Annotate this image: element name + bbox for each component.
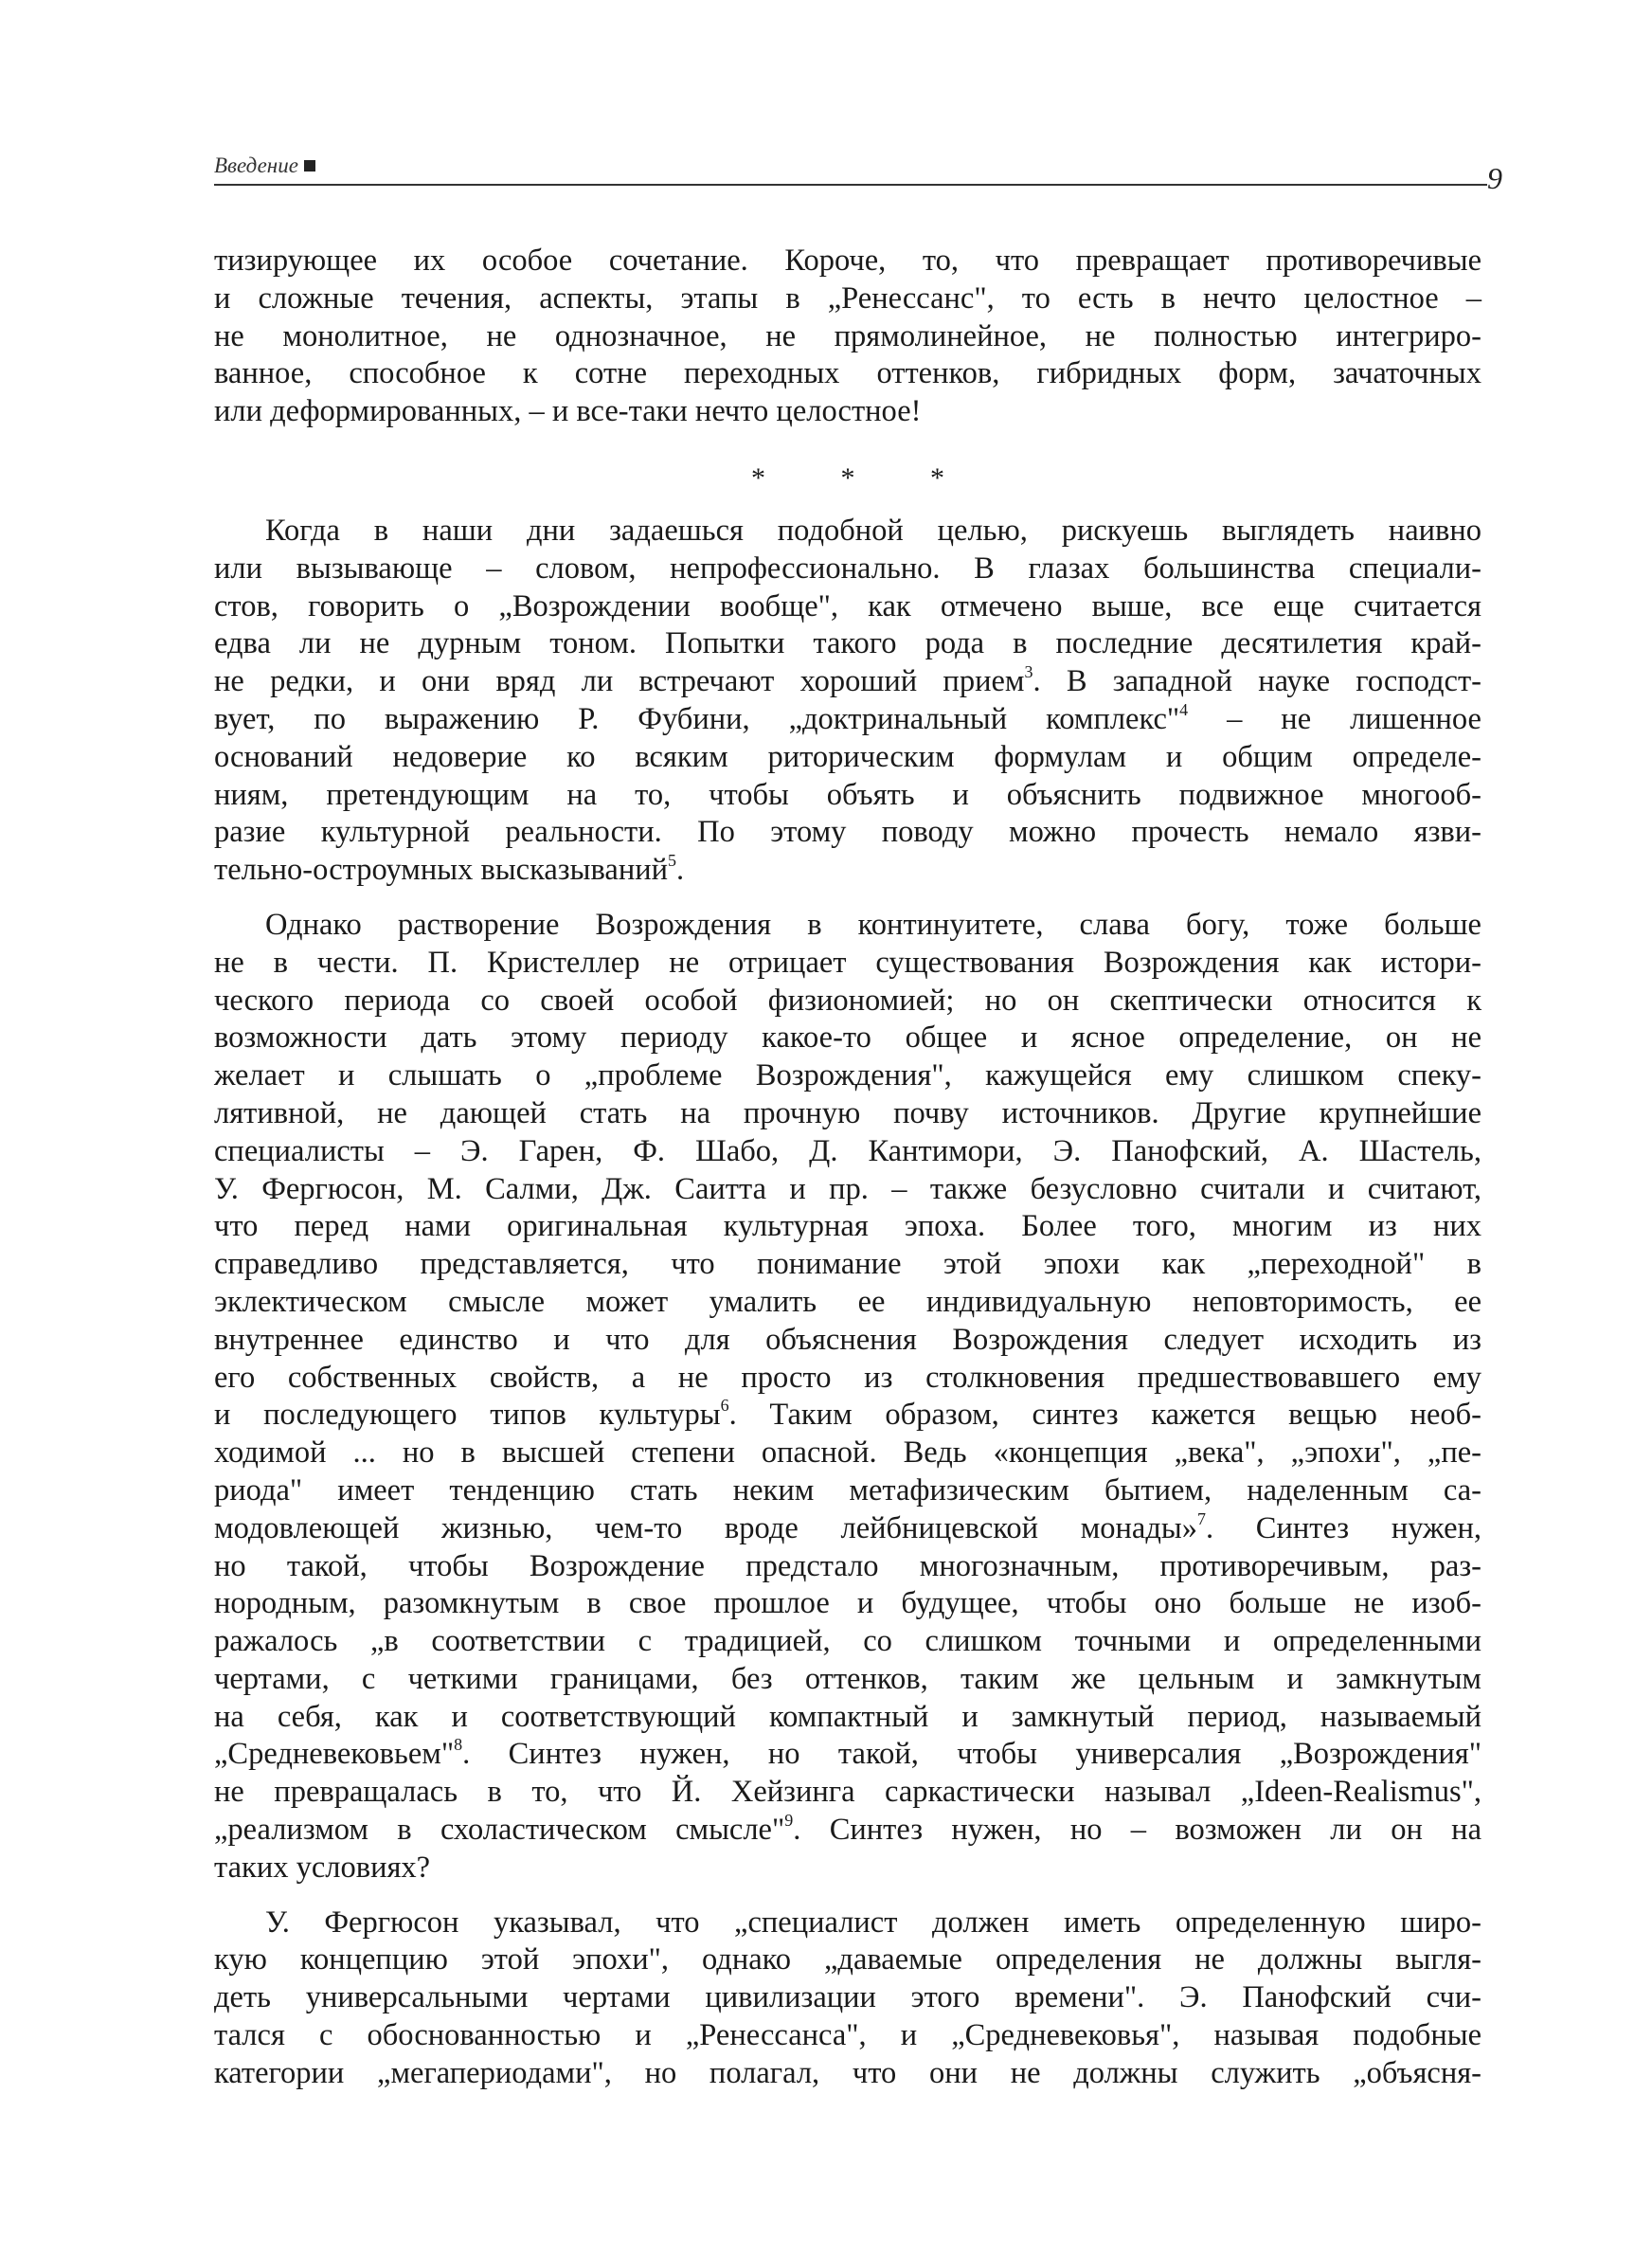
text-line	[214, 663, 1481, 701]
text-line: категории „мегапериодами", но полагал, что они не должны служить „объясня-	[214, 2055, 1481, 2090]
footnote-ref-4[interactable]: 4	[1179, 699, 1189, 719]
text-line: ческого периода со своей особой физиономией; но он скептически относится к	[214, 983, 1481, 1018]
text-line: или деформированных, – и все-таки нечто целостное!	[214, 394, 922, 429]
text-line: но такой, чтобы Возрождение предстало многозначным, противоречивым, раз-	[214, 1548, 1481, 1583]
text-line: лятивной, не дающей стать на прочную почву источников. Другие крупнейшие	[214, 1095, 1481, 1130]
text-line: или вызывающе – словом, непрофессионально. В глазах большинства специали-	[214, 551, 1481, 586]
text-fragment: не редки, и они вряд ли встречают хороший прием	[214, 664, 1025, 699]
text-line: У. Фергюсон указывал, что „специалист должен иметь определенную широ-	[265, 1905, 1481, 1940]
text-line: внутреннее единство и что для объяснения Возрождения следует исходить из	[214, 1322, 1481, 1357]
footnote-ref-9[interactable]: 9	[784, 1811, 794, 1831]
text-line	[214, 1510, 1481, 1548]
running-header	[214, 148, 1481, 195]
paragraph-2	[214, 513, 1481, 890]
text-fragment: вует, по выражению Р. Фубини, „доктринальный комплекс"	[214, 701, 1180, 736]
header-rule	[214, 184, 1487, 186]
text-line: тизирующее их особое сочетание. Короче, то, что превращает противоречивые	[214, 244, 1481, 278]
text-fragment: . В западной науке господст-	[1032, 664, 1481, 699]
text-fragment: . Синтез нужен, но такой, чтобы универсалия „Возрождения"	[462, 1737, 1481, 1772]
paragraph-1	[214, 243, 1481, 431]
section-break: * * *	[751, 461, 979, 494]
text-fragment: „Средневековьем"	[214, 1737, 455, 1772]
text-fragment: . Таким образом, синтез кажется вещью необ-	[728, 1398, 1481, 1433]
text-line: риода" имеет тенденцию стать неким метафизическим бытием, наделенным са-	[214, 1472, 1481, 1508]
footnote-ref-8[interactable]: 8	[454, 1735, 463, 1755]
text-line: тался с обоснованностью и „Ренессанса", и „Средневековья", называя подобные	[214, 2018, 1481, 2053]
text-line: нородным, разомкнутым в свое прошлое и будущее, чтобы оно больше не изоб-	[214, 1586, 1481, 1621]
paragraph-4	[214, 1905, 1481, 2093]
text-line	[214, 1736, 1481, 1774]
text-fragment: . Синтез нужен,	[1205, 1510, 1482, 1545]
text-line: не монолитное, не однозначное, не прямолинейное, не полностью интегриро-	[214, 318, 1481, 353]
text-line: ражалось „в соответствии с традицией, со слишком точными и определенными	[214, 1624, 1481, 1659]
text-line: оснований недоверие ко всяким риторическим формулам и общим определе-	[214, 739, 1481, 774]
text-line	[214, 701, 1481, 739]
text-line: эклектическом смысле может умалить ее индивидуальную неповторимость, ее	[214, 1284, 1481, 1319]
text-fragment: модовлеющей жизнью, чем-то вроде лейбницевской монады»	[214, 1510, 1197, 1545]
page-body	[214, 243, 1481, 2093]
text-fragment: .	[676, 853, 685, 888]
text-line: таких условиях?	[214, 1850, 431, 1885]
header-square-mark	[304, 160, 315, 172]
text-line: чертами, с четкими границами, без оттенков, таким же цельным и замкнутым	[214, 1661, 1481, 1696]
page-number: 9	[1487, 161, 1502, 195]
text-line	[214, 1812, 1481, 1850]
text-fragment: – не лишенное	[1188, 701, 1481, 736]
text-line: на себя, как и соответствующий компактный и замкнутый период, называемый	[214, 1699, 1481, 1734]
text-line	[214, 1397, 1481, 1435]
text-line: желает и слышать о „проблеме Возрождения", кажущейся ему слишком спеку-	[214, 1058, 1481, 1093]
footnote-ref-3[interactable]: 3	[1024, 662, 1033, 682]
text-fragment: тельно-остроумных высказываний	[214, 853, 668, 888]
text-line: разие культурной реальности. По этому поводу можно прочесть немало язви-	[214, 815, 1481, 850]
text-line: специалисты – Э. Гарен, Ф. Шабо, Д. Кантимори, Э. Панофский, А. Шастель,	[214, 1133, 1481, 1168]
text-line: едва ли не дурным тоном. Попытки такого рода в последние десятилетия край-	[214, 626, 1481, 661]
text-fragment: и последующего типов культуры	[214, 1398, 721, 1433]
text-line: ходимой ... но в высшей степени опасной. Ведь «концепция „века", „эпохи", „пе-	[214, 1435, 1481, 1471]
text-line	[214, 852, 1481, 890]
text-line: справедливо представляется, что понимание этой эпохи как „переходной" в	[214, 1247, 1481, 1282]
text-line: ниям, претендующим на то, чтобы объять и объяснить подвижное многооб-	[214, 777, 1481, 812]
text-line: что перед нами оригинальная культурная эпоха. Более того, многим из них	[214, 1209, 1481, 1244]
text-line: его собственных свойств, а не просто из столкновения предшествовавшего ему	[214, 1360, 1481, 1395]
text-line: и сложные течения, аспекты, этапы в „Ренессанс", то есть в нечто целостное –	[214, 280, 1481, 316]
text-line: Когда в наши дни задаешься подобной целью, рискуешь выглядеть наивно	[265, 513, 1481, 548]
footnote-ref-5[interactable]: 5	[668, 851, 676, 871]
paragraph-3	[214, 907, 1481, 1887]
text-line: не в чести. П. Кристеллер не отрицает существования Возрождения как истори-	[214, 945, 1481, 980]
text-line: не превращалась в то, что Й. Хейзинга саркастически называл „Ideen-Realismus",	[214, 1775, 1481, 1810]
running-header-title: Введение	[214, 153, 315, 178]
text-fragment: . Синтез нужен, но – возможен ли он на	[793, 1813, 1481, 1848]
text-line: У. Фергюсон, М. Салми, Дж. Саитта и пр. – также безусловно считали и считают,	[214, 1171, 1481, 1206]
text-line: Однако растворение Возрождения в континуитете, слава богу, тоже больше	[265, 907, 1481, 942]
footnote-ref-6[interactable]: 6	[720, 1396, 729, 1416]
text-line: кую концепцию этой эпохи", однако „даваемые определения не должны выгля-	[214, 1942, 1481, 1977]
text-line: возможности дать этому периоду какое-то общее и ясное определение, он не	[214, 1020, 1481, 1056]
text-line: ванное, способное к сотне переходных оттенков, гибридных форм, зачаточных	[214, 356, 1481, 391]
text-line: стов, говорить о „Возрождении вообще", как отмечено выше, все еще считается	[214, 588, 1481, 623]
text-line: деть универсальными чертами цивилизации этого времени". Э. Панофский счи-	[214, 1980, 1481, 2015]
text-fragment: „реализмом в схоластическом смысле"	[214, 1813, 785, 1848]
footnote-ref-7[interactable]: 7	[1196, 1508, 1206, 1528]
